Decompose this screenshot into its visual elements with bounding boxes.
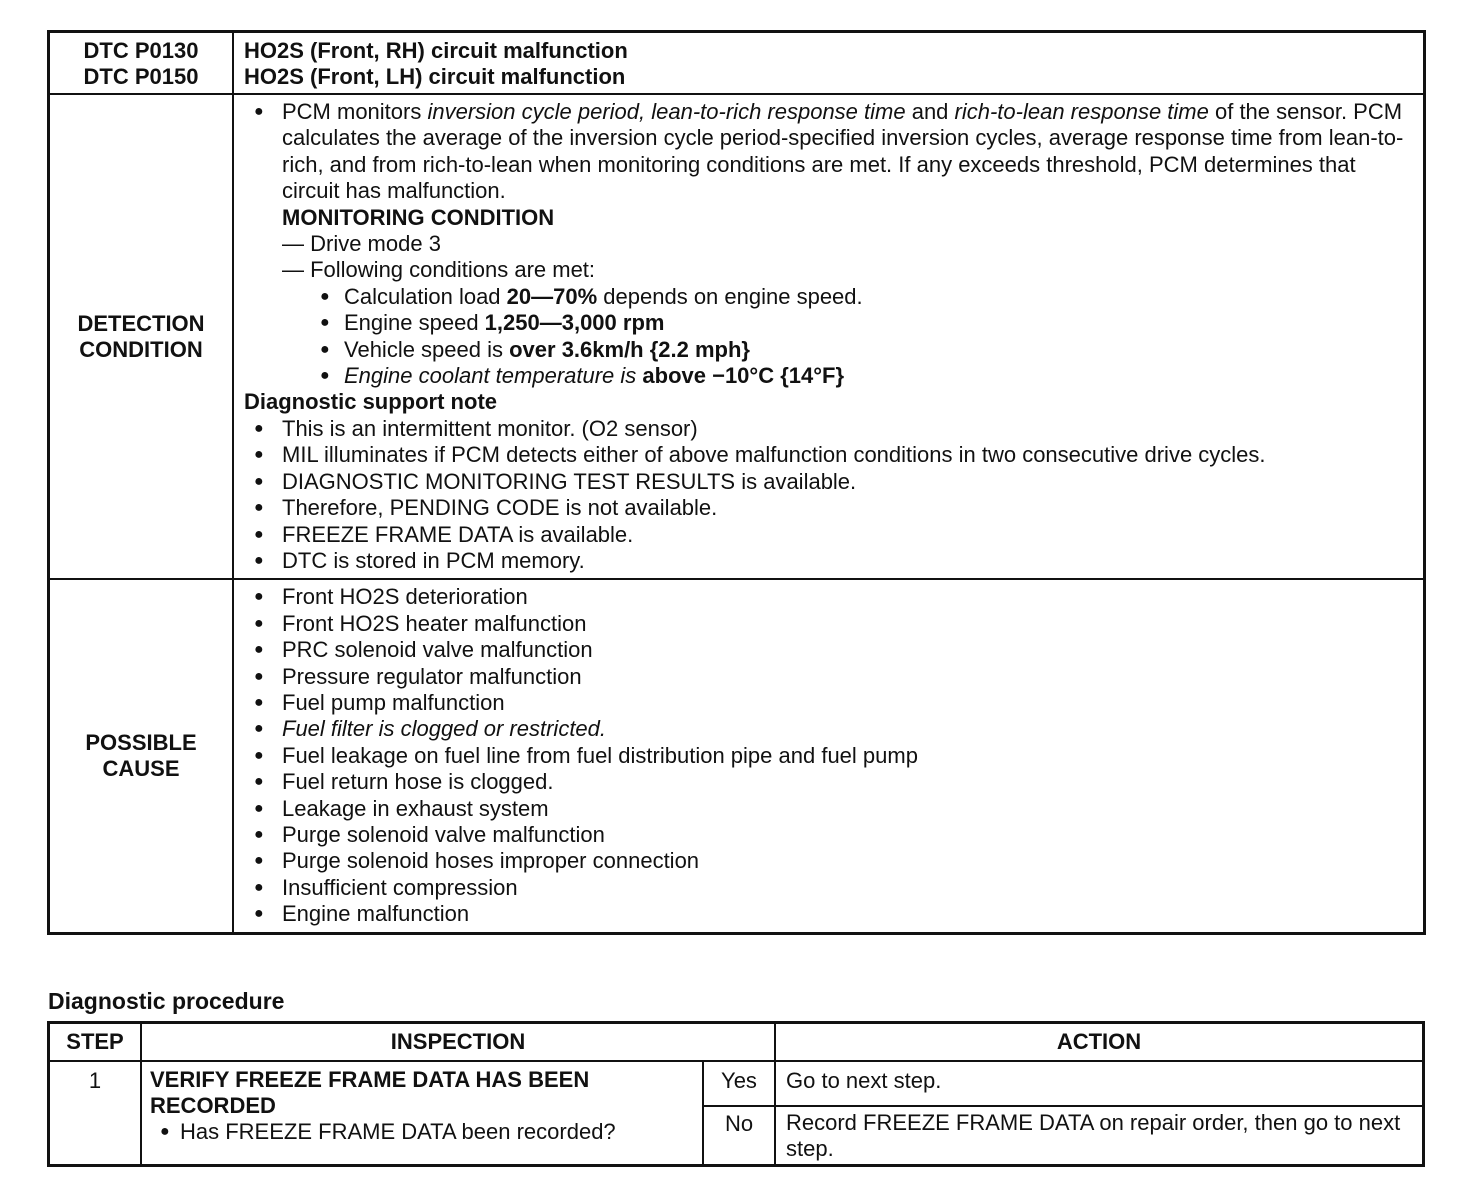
inspection-item: ● Has FREEZE FRAME DATA been recorded? — [150, 1119, 696, 1145]
support-note: ● DTC is stored in PCM memory. — [244, 548, 1417, 574]
conditions-list — [314, 284, 1417, 390]
monitoring-condition-heading: MONITORING CONDITION — [282, 204, 555, 230]
detection-intro — [244, 99, 1417, 205]
support-note: ● Therefore, PENDING CODE is not available. — [244, 495, 1417, 521]
following-conditions-line: — Following conditions are met: — [282, 257, 596, 283]
cause-item: ● Fuel pump malfunction — [244, 690, 1417, 716]
condition-text: depends on engine speed. — [597, 283, 863, 309]
intro-italic: inversion cycle period, lean-to-rich response time — [427, 99, 906, 124]
condition-item — [314, 337, 1417, 363]
procedure-table — [47, 1021, 1425, 1167]
condition-item — [314, 284, 1417, 310]
intro-text: and — [905, 99, 955, 124]
cause-item: ● PRC solenoid valve malfunction — [244, 637, 1417, 663]
intro-text: PCM monitors — [282, 99, 428, 124]
condition-item — [314, 363, 1417, 389]
dtc-header-row — [49, 32, 1425, 95]
possible-cause-heading-line: CAUSE — [102, 755, 180, 781]
cause-item: ● Front HO2S deterioration — [244, 584, 1417, 610]
yes-action: Go to next step. — [775, 1061, 1424, 1106]
cause-item: ● Leakage in exhaust system — [244, 796, 1417, 822]
condition-value: 1,250—3,000 rpm — [484, 310, 665, 336]
yes-label: Yes — [703, 1061, 775, 1106]
support-note: ● FREEZE FRAME DATA is available. — [244, 522, 1417, 548]
cause-item: ● Fuel filter is clogged or restricted. — [244, 716, 1417, 742]
condition-text: Vehicle speed is — [344, 336, 510, 362]
possible-cause-heading-line: POSSIBLE — [85, 729, 197, 755]
detection-heading-line: CONDITION — [79, 336, 203, 362]
possible-cause-heading — [49, 579, 234, 933]
cause-item: ● Pressure regulator malfunction — [244, 664, 1417, 690]
detection-heading-line: DETECTION — [77, 310, 205, 336]
possible-cause-content — [233, 579, 1425, 933]
cause-item: ● Front HO2S heater malfunction — [244, 611, 1417, 637]
cause-item: ● Fuel return hose is clogged. — [244, 769, 1417, 795]
support-note: ● This is an intermittent monitor. (O2 sensor) — [244, 416, 1417, 442]
step-number: 1 — [49, 1061, 142, 1166]
cause-item: ● Purge solenoid hoses improper connection — [244, 848, 1417, 874]
condition-text: Engine speed — [344, 310, 485, 336]
procedure-header-row — [49, 1023, 1424, 1062]
cause-item: ● Fuel leakage on fuel line from fuel distribution pipe and fuel pump — [244, 743, 1417, 769]
condition-value: 20—70% — [506, 283, 598, 309]
detection-row — [49, 94, 1425, 579]
cause-item: ● Purge solenoid valve malfunction — [244, 822, 1417, 848]
detection-heading — [49, 94, 234, 579]
condition-text: Calculation load — [344, 283, 507, 309]
drive-mode-line: — Drive mode 3 — [282, 231, 441, 257]
dtc-info-table — [47, 30, 1426, 935]
procedure-title: Diagnostic procedure — [48, 988, 285, 1014]
inspection-title: VERIFY FREEZE FRAME DATA HAS BEEN RECORDED — [150, 1067, 590, 1118]
support-note-heading: Diagnostic support note — [244, 389, 497, 415]
condition-item — [314, 310, 1417, 336]
cause-item: ● Engine malfunction — [244, 901, 1417, 927]
no-action: Record FREEZE FRAME DATA on repair order, then go to next step. — [775, 1106, 1424, 1166]
condition-text: Engine coolant temperature is — [344, 363, 643, 389]
cause-item: ● Insufficient compression — [244, 875, 1417, 901]
condition-value: over 3.6km/h {2.2 mph} — [509, 336, 750, 362]
step-header: STEP — [49, 1023, 142, 1062]
action-header: ACTION — [775, 1023, 1424, 1062]
support-note: ● MIL illuminates if PCM detects either of above malfunction conditions in two consecutive drive cycles. — [244, 442, 1417, 468]
dtc-code: DTC P0150 — [83, 64, 199, 89]
dtc-codes-cell — [49, 32, 234, 95]
dtc-titles-cell — [233, 32, 1425, 95]
no-label: No — [703, 1106, 775, 1166]
inspection-list — [150, 1119, 696, 1145]
dtc-title: HO2S (Front, LH) circuit malfunction — [244, 64, 626, 89]
detection-intro-list — [244, 99, 1417, 205]
dtc-title: HO2S (Front, RH) circuit malfunction — [244, 38, 628, 63]
inspection-cell — [141, 1061, 703, 1166]
possible-cause-row — [49, 579, 1425, 933]
dtc-code: DTC P0130 — [83, 38, 199, 63]
condition-value: above −10°C {14°F} — [642, 363, 845, 389]
support-notes-list — [244, 416, 1417, 574]
step-row-yes — [49, 1061, 1424, 1106]
support-note: ● DIAGNOSTIC MONITORING TEST RESULTS is available. — [244, 469, 1417, 495]
inspection-header: INSPECTION — [141, 1023, 775, 1062]
possible-cause-list — [244, 584, 1417, 927]
intro-italic: rich-to-lean response time — [954, 99, 1209, 124]
conditions-wrap — [244, 284, 1417, 390]
detection-content — [233, 94, 1425, 579]
intro-text: of the sensor. PCM calculates the average of the inversion cycle period-specified inversion cycles, average response time from lean-to-rich, and from rich-to-lean when monitoring conditions are met. If any exceeds threshold, PCM determines that circuit has malfunction. — [282, 99, 1404, 204]
